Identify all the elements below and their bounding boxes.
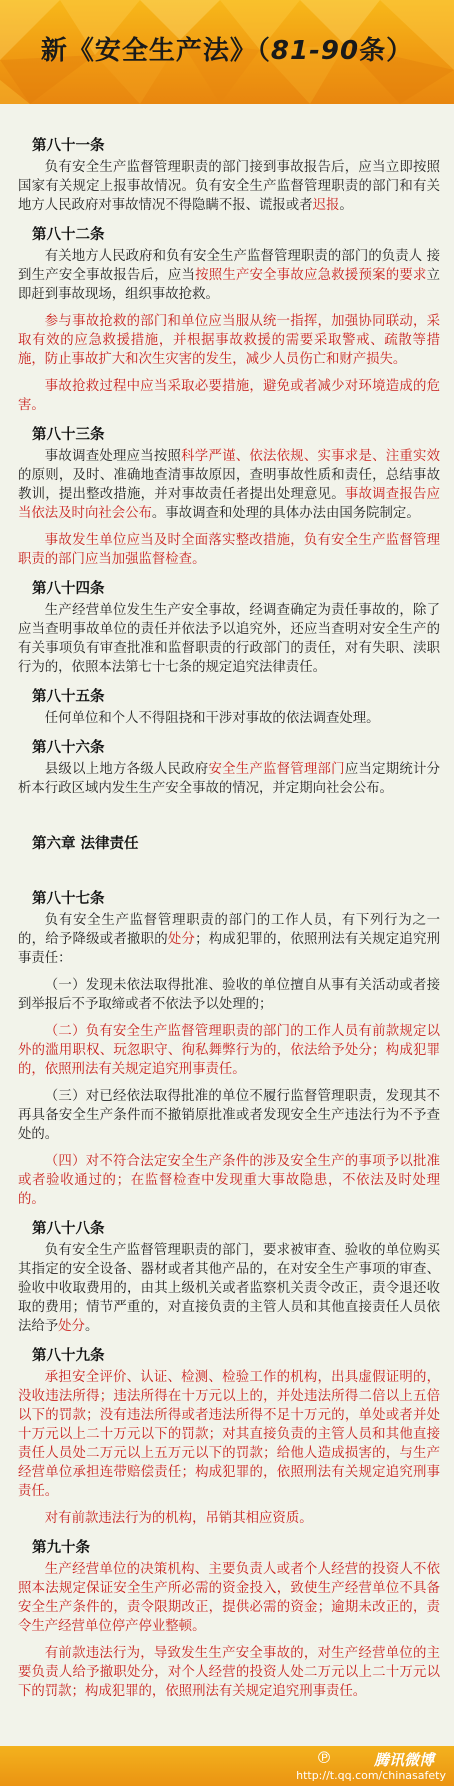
article-title: 第八十九条 xyxy=(32,1348,105,1364)
body-text: 。 xyxy=(339,198,353,213)
highlighted-text: 安全生产监督管理部门 xyxy=(208,762,345,777)
body-text: 生产经营单位发生生产安全事故，经调查确定为责任事故的，除了应当查明事故单位的责任并依法予以追究外，还应当查明对安全生产的有关事项负有审查批准和监督职责的行政部门的责任，对有失职、渎职行为的，依照本法第七十七条的规定追究法律责任。 xyxy=(18,603,440,675)
highlighted-text: 处分 xyxy=(58,1319,85,1334)
article-paragraph xyxy=(18,1368,440,1501)
article-paragraph xyxy=(18,247,440,304)
highlighted-text: 迟报 xyxy=(312,198,340,213)
title-number: 81-90 xyxy=(270,36,360,66)
body-text: （一）发现未依法取得批准、验收的单位擅自从事有关活动或者接到举报后不予取缔或者不依法予以处理的； xyxy=(18,978,440,1012)
highlighted-text: 科学严谨、依法依规、实事求是、注重实效 xyxy=(181,449,441,464)
article-paragraph xyxy=(18,709,440,728)
title-part-a: 新《安全生产法》（ xyxy=(40,36,271,66)
body-text: 负有安全生产监督管理职责的部门，要求被审查、验收的单位购买其指定的安全设备、器材或者其他产品的，在对安全生产事项的审查、验收中收取费用的，由其上级机关或者监察机关责令改正，责令退还收取的费用；情节严重的，对直接负责的主管人员和其他直接责任人员依法给予 xyxy=(18,1243,440,1334)
highlighted-text: 生产经营单位的决策机构、主要负责人或者个人经营的投资人不依照本法规定保证安全生产所必需的资金投入，致使生产经营单位不具备安全生产条件的，责令限期改正，提供必需的资金；逾期未改正的，责令生产经营单位停产停业整顿。 xyxy=(18,1562,440,1634)
article-paragraph xyxy=(18,1560,440,1636)
article-title: 第八十四条 xyxy=(32,581,105,597)
article-paragraph xyxy=(18,1152,440,1209)
law-content xyxy=(0,104,454,1701)
body-text: 应当定期统计分析本行政区域内发生生产安全事故的情况，并定期向社会公布。 xyxy=(18,762,441,796)
chapter-heading: 第六章 法律责任 xyxy=(32,836,139,852)
highlighted-text: （四）对不符合法定安全生产条件的涉及安全生产的事项予以批准或者验收通过的；在监督检查中发现重大事故隐患，不依法及时处理的。 xyxy=(18,1154,440,1207)
article-paragraph xyxy=(18,1509,440,1528)
body-text: ；构成犯罪的，依照刑法有关规定追究刑事责任： xyxy=(18,932,441,966)
body-text: 事故调查处理应当按照 xyxy=(44,449,182,464)
page-footer xyxy=(0,1746,454,1786)
body-text: 立即赶到事故现场，组织事故抢救。 xyxy=(18,268,441,302)
page-title xyxy=(0,30,454,67)
article-paragraph xyxy=(18,1644,440,1701)
highlighted-text: 参与事故抢救的部门和单位应当服从统一指挥，加强协同联动，采取有效的应急救援措施，并根据事故救援的需要采取警戒、疏散等措施，防止事故扩大和次生灾害的发生，减少人员伤亡和财产损失。 xyxy=(18,314,440,367)
highlighted-text: 事故调查报告应当依法及时向社会公布 xyxy=(18,487,441,521)
articles-81-86 xyxy=(18,134,440,798)
article-title: 第八十七条 xyxy=(32,891,105,907)
body-text: （三）对已经依法取得批准的单位不履行监督管理职责，发现其不再具备安全生产条件而不撤销原批准或者发现安全生产违法行为不予查处的。 xyxy=(18,1089,440,1142)
body-text: 负有安全生产监督管理职责的部门接到事故报告后，应当立即按照国家有关规定上报事故情况。负有安全生产监督管理职责的部门和有关地方人民政府对事故情况不得隐瞒不报、谎报或者 xyxy=(18,160,440,213)
article-title: 第九十条 xyxy=(32,1540,90,1556)
highlighted-text: 事故抢救过程中应当采取必要措施，避免或者减少对环境造成的危害。 xyxy=(18,379,440,413)
article-paragraph xyxy=(18,1241,440,1336)
article-paragraph xyxy=(18,760,440,798)
body-text: 。 xyxy=(84,1319,99,1334)
article-title: 第八十三条 xyxy=(32,427,105,443)
article-title: 第八十一条 xyxy=(32,138,105,154)
highlighted-text: （二）负有安全生产监督管理职责的部门的工作人员有前款规定以外的滥用职权、玩忽职守、徇私舞弊行为的，依法给予处分；构成犯罪的，依照刑法有关规定追究刑事责任。 xyxy=(18,1024,440,1077)
body-text: 负有安全生产监督管理职责的部门的工作人员，有下列行为之一的，给予降级或者撤职的 xyxy=(18,913,440,947)
article-paragraph xyxy=(18,1087,440,1144)
article-paragraph xyxy=(18,377,440,415)
highlighted-text: 处分 xyxy=(167,932,196,947)
article-paragraph xyxy=(18,531,440,569)
highlighted-text: 对有前款违法行为的机构，吊销其相应资质。 xyxy=(44,1511,313,1526)
highlighted-text: 有前款违法行为，导致发生生产安全事故的，对生产经营单位的主要负责人给予撤职处分，对个人经营的投资人处二万元以上二十万元以下的罚款；构成犯罪的，依照刑法有关规定追究刑事责任。 xyxy=(18,1646,440,1699)
body-text: 。事故调查和处理的具体办法由国务院制定。 xyxy=(151,506,420,521)
body-text: 有关地方人民政府和负有安全生产监督管理职责的部门的负责人 接到生产安全事故报告后，应当 xyxy=(18,249,440,283)
highlighted-text: 按照生产安全事故应急救援预案的要求 xyxy=(195,268,427,283)
weibo-brand: 腾讯微博 xyxy=(373,1751,434,1769)
article-paragraph xyxy=(18,1022,440,1079)
article-title: 第八十六条 xyxy=(32,740,105,756)
article-title: 第八十八条 xyxy=(32,1221,105,1237)
article-paragraph xyxy=(18,447,440,523)
article-paragraph xyxy=(18,158,440,215)
highlighted-text: 承担安全评价、认证、检测、检验工作的机构，出具虚假证明的，没收违法所得；违法所得在十万元以上的，并处违法所得二倍以上五倍以下的罚款；没有违法所得或者违法所得不足十万元的，单处或者并处十万元以上二十万元以下的罚款；对其直接负责的主管人员和其他直接责任人员处二万元以上五万元以下的罚款；给他人造成损害的，与生产经营单位承担连带赔偿责任；构成犯罪的，依照刑法有关规定追究刑事责任。 xyxy=(18,1370,440,1499)
article-paragraph xyxy=(18,976,440,1014)
article-paragraph xyxy=(18,911,440,968)
body-text: 的原则，及时、准确地查清事故原因，查明事故性质和责任，总结事故教训，提出整改措施，并对事故责任者提出处理意见。 xyxy=(18,468,440,502)
highlighted-text: 事故发生单位应当及时全面落实整改措施，负有安全生产监督管理职责的部门应当加强监督检查。 xyxy=(18,533,440,567)
footer-url[interactable]: http://t.qq.com/chinasafety xyxy=(296,1769,446,1782)
page-header xyxy=(0,0,454,104)
article-paragraph xyxy=(18,601,440,677)
article-title: 第八十二条 xyxy=(32,227,105,243)
speech-bubble-icon: ℗ xyxy=(316,1748,332,1767)
articles-87-90 xyxy=(18,887,440,1701)
body-text: 县级以上地方各级人民政府 xyxy=(44,762,209,777)
article-paragraph xyxy=(18,312,440,369)
body-text: 任何单位和个人不得阻挠和干涉对事故的依法调查处理。 xyxy=(44,711,380,726)
title-part-b: 条） xyxy=(359,36,414,66)
article-title: 第八十五条 xyxy=(32,689,105,705)
